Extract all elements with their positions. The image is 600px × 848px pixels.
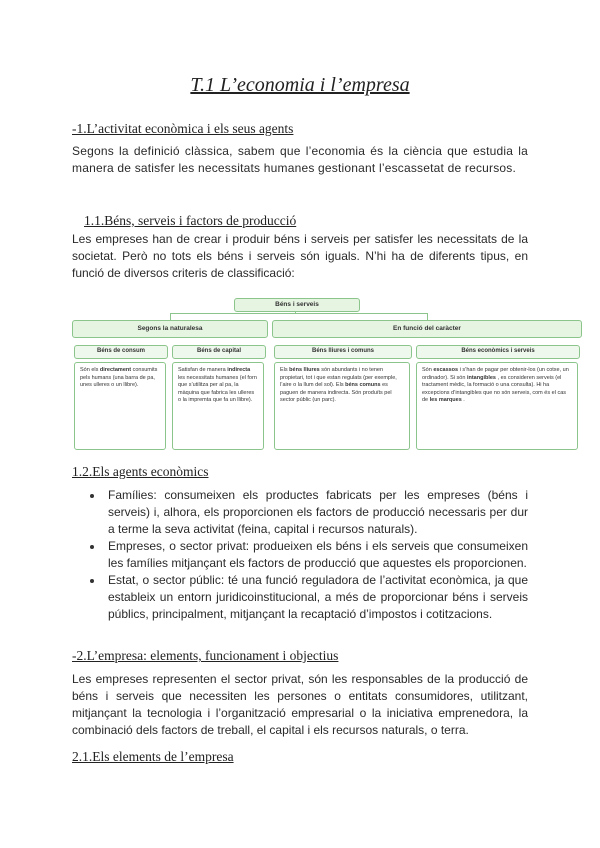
bullet-icon xyxy=(90,545,94,549)
lliures-text: són abundants i no tenen propietari, tot i que estan regulats (per exemple, l’aire o la llum del sol). Els xyxy=(280,367,397,388)
capital-title: Béns de capital xyxy=(196,348,241,354)
bullet-icon xyxy=(90,579,94,583)
section-1-1-heading: 1.1.Béns, serveis i factors de producció xyxy=(84,213,297,228)
list-item-text: Empreses, o sector privat: produeixen els béns i els serveis que consumeixen les famílies mitjançant els factors de producció que aquestes els proporcionen. xyxy=(108,539,528,570)
lliures-header xyxy=(274,345,412,359)
group-naturalesa-label: Segons la naturalesa xyxy=(137,325,203,332)
section-2-1-heading: 2.1.Els elements de l’empresa xyxy=(72,749,234,764)
section-2-paragraph: Les empreses representen el sector privat, són les responsables de la producció de béns i serveis que necessiten les persones o entitats consumidores, utilitzant, mitjançant la tecnologia i l’organització empresarial o la iniciativa emprenedora, la combinació dels factors de treball, el capital i els recursos naturals, o terra. xyxy=(72,672,528,737)
diagram-root-label: Béns i serveis xyxy=(275,301,319,308)
capital-bold: indirecta xyxy=(227,367,251,373)
consum-box xyxy=(74,362,166,450)
agents-list xyxy=(72,487,528,623)
list-item-text: Estat, o sector públic: té una funció reguladora de l’activitat econòmica, ja que estableix un entorn juridicoinstitucional, a més de proporcionar béns i serveis públics, principalment, mitjançant la recaptació d’impostos i cotitzacions. xyxy=(108,573,528,621)
economics-bold: les marques xyxy=(429,397,462,403)
capital-box xyxy=(172,362,264,450)
page-title: T.1 L’economia i l’empresa xyxy=(190,74,410,96)
consum-text: Són els xyxy=(80,367,99,373)
consum-header xyxy=(74,345,168,359)
capital-header xyxy=(172,345,266,359)
group-caracter-label: En funció del caràcter xyxy=(393,325,461,332)
capital-text: les necessitats humanes (el forn que s’utilitza per al pa, la màquina que fabrica les ulleres o la impremta que fa un llibre). xyxy=(178,374,257,403)
group-caracter xyxy=(272,320,582,338)
consum-text: consumits pels humans (una barra de pa, unes ulleres o un llibre). xyxy=(80,367,158,388)
economics-box xyxy=(416,362,578,450)
list-item xyxy=(72,572,528,623)
economics-text: , es consideren serveis (el tractament mèdic, la formació o una consulta). Hi ha excepcions d’intangibles que no són serveis, com és el cas de xyxy=(422,374,566,403)
capital-text: Satisfan de manera xyxy=(178,367,226,373)
economics-header xyxy=(416,345,580,359)
economics-text: . xyxy=(463,397,465,403)
economics-text: Són xyxy=(422,367,432,373)
economics-bold: escassos xyxy=(433,367,459,373)
lliures-bold: béns comuns xyxy=(345,382,381,388)
economics-bold: intangibles xyxy=(466,374,496,381)
section-1-2-heading: 1.2.Els agents econòmics xyxy=(72,464,209,479)
lliures-title: Béns lliures i comuns xyxy=(311,348,375,354)
bullet-icon xyxy=(90,494,94,498)
section-2-heading: -2.L’empresa: elements, funcionament i objectius xyxy=(72,648,339,663)
economics-title: Béns econòmics i serveis xyxy=(461,348,535,354)
list-item xyxy=(72,538,528,572)
economics-text: i s’han de pagar per obtenir-los (un cotxe, un ordinador). Si són xyxy=(422,367,569,381)
group-naturalesa xyxy=(72,320,268,338)
consum-title: Béns de consum xyxy=(96,348,145,354)
lliures-bold: béns lliures xyxy=(289,367,320,373)
section-1-1-paragraph: Les empreses han de crear i produir béns i serveis per satisfer les necessitats de la societat. Però no tots els béns i serveis són iguals. N’hi ha de diferents tipus, en funció de diversos criteris de classificació: xyxy=(72,232,528,280)
lliures-box xyxy=(274,362,410,450)
section-1-paragraph: Segons la definició clàssica, sabem que l’economia és la ciència que estudia la manera de satisfer les necessitats humanes gestionant l’escassetat de recursos. xyxy=(72,144,528,175)
list-item xyxy=(72,487,528,538)
lliures-text: es paguen de manera indirecta. Són produïts pel sector públic (un parc). xyxy=(280,382,392,403)
lliures-text: Els xyxy=(280,367,288,373)
diagram-root-box xyxy=(234,298,360,312)
section-1-heading: -1.L’activitat econòmica i els seus agents xyxy=(72,121,294,136)
list-item-text: Famílies: consumeixen els productes fabricats per les empreses (béns i serveis) i, alhora, els proporcionen els factors de producció necessaris per dur a terme la seva activitat (feina, capital i recursos naturals). xyxy=(108,488,528,536)
connector-line xyxy=(170,313,428,314)
consum-bold: directament xyxy=(99,367,132,373)
